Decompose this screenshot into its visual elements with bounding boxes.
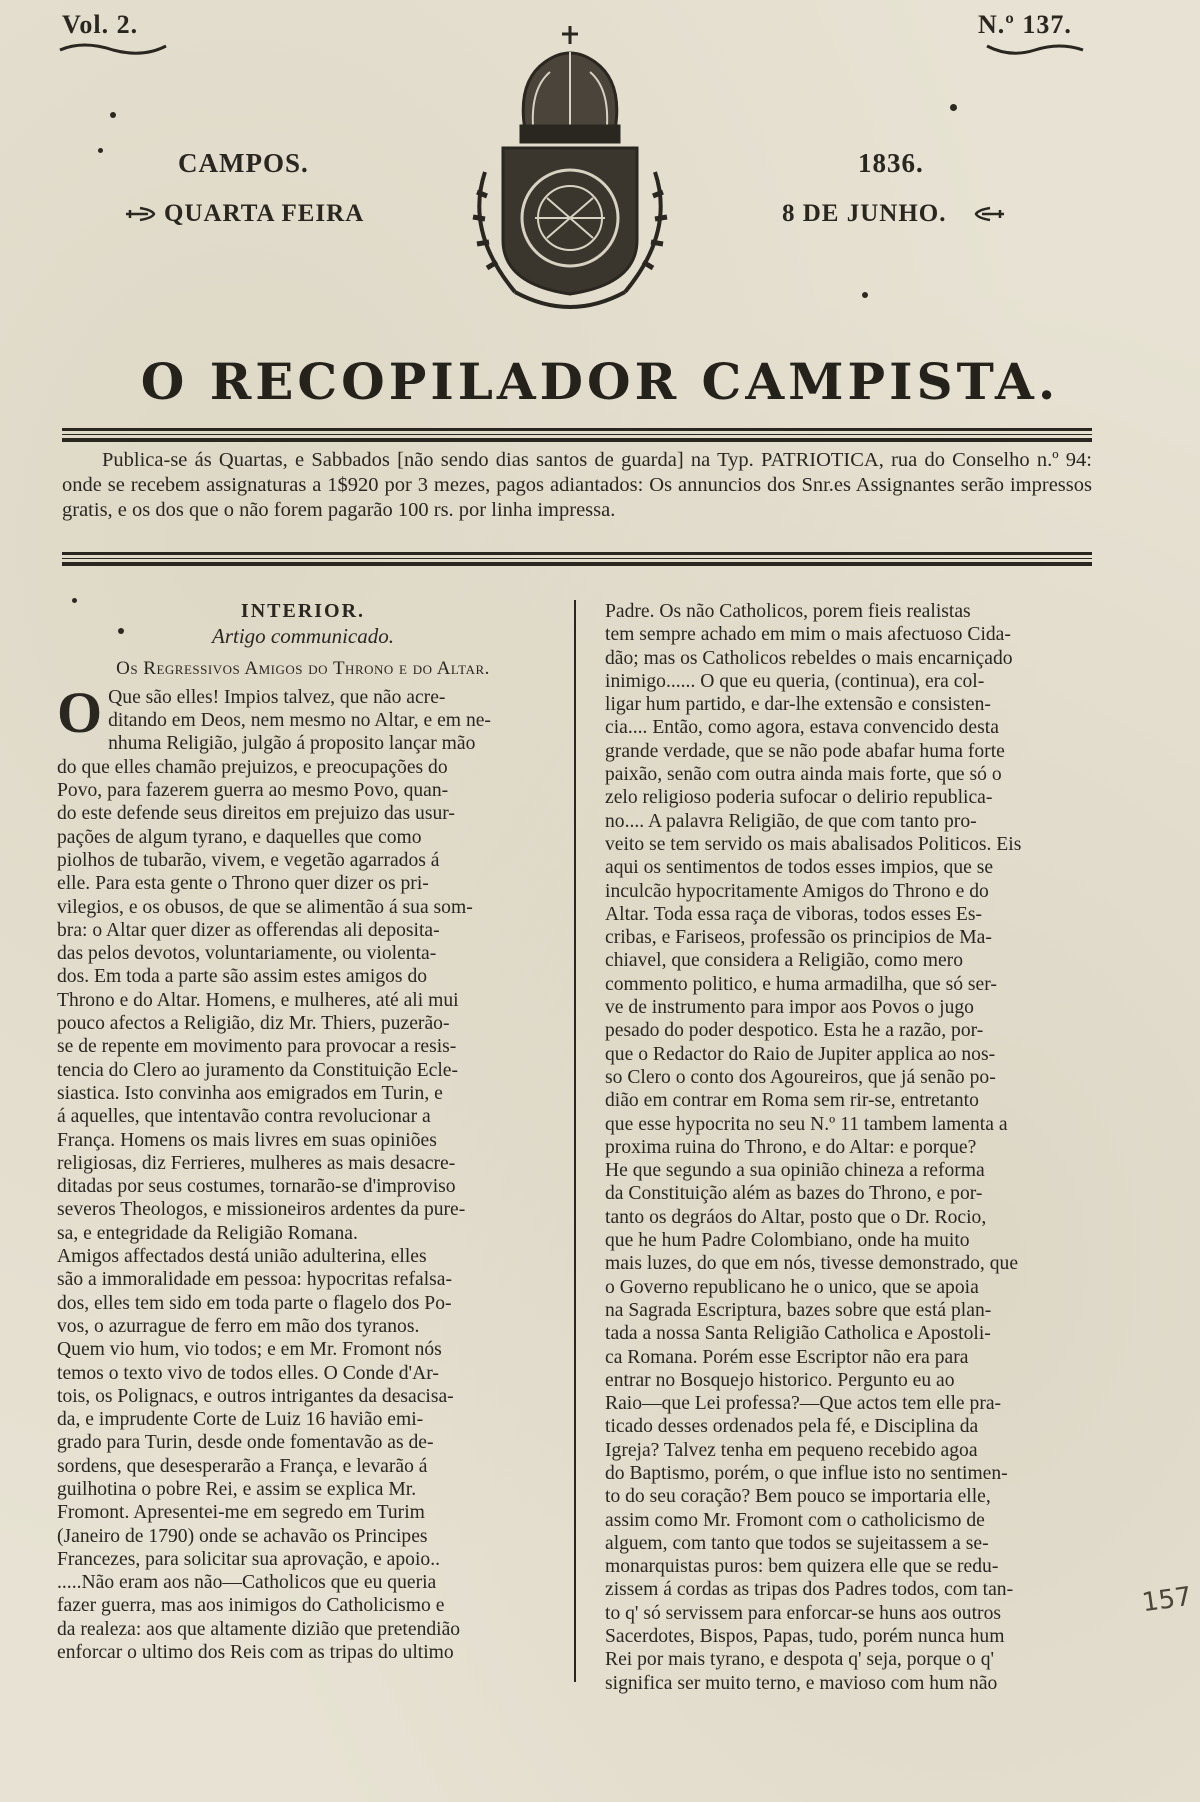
text-line: Fromont. Apresentei-me em segredo em Turim <box>57 1502 425 1524</box>
text-line: ve de instrumento para impor aos Povos o jugo <box>605 997 974 1019</box>
text-line: Que são elles! Impios talvez, que não acre- <box>108 686 446 708</box>
text-line: que o Redactor do Raio de Jupiter applica ao nos- <box>605 1043 996 1065</box>
text-line: Altar. Toda essa raça de viboras, todos esses Es- <box>605 903 982 925</box>
text-line: tada a nossa Santa Religião Catholica e Apostoli- <box>605 1323 991 1345</box>
text-line: bra: o Altar quer dizer as offerendas ali deposita- <box>57 919 440 941</box>
newspaper-title: O RECOPILADOR CAMPISTA. <box>140 352 1060 411</box>
text-line: pouco afectos a Religião, diz Mr. Thiers, puzerão- <box>57 1013 450 1035</box>
text-line: Rei por mais tyrano, e despota q' seja, porque o q' <box>605 1649 995 1671</box>
ink-speck <box>72 598 77 603</box>
text-line: inimigo...... O que eu queria, (continua), era col- <box>605 670 985 692</box>
text-line: Povo, para fazerem guerra ao mesmo Povo, quan- <box>57 780 449 802</box>
text-line: Francezes, para solicitar sua aprovação, e apoio.. <box>57 1548 440 1570</box>
text-line: do este defende seus direitos em prejuizo das usur- <box>57 803 455 825</box>
text-line: no.... A palavra Religião, de que com tanto pro- <box>605 810 977 832</box>
text-line: á aquelles, que intentavão contra revolucionar a <box>57 1106 431 1128</box>
text-line: dão; mas os Catholicos rebeldes o mais encarniçado <box>605 647 1013 669</box>
text-line: monarquistas puros: bem quizera elle que se redu- <box>605 1556 999 1578</box>
text-line: dos, elles tem sido em toda parte o flagelo dos Po- <box>57 1292 452 1314</box>
subscription-notice: Publica-se ás Quartas, e Sabbados [não sendo dias santos de guarda] na Typ. PATRIOTICA, rua do Conselho n.º 94: onde se recebem assignaturas a 1$920 por 3 mezes, pagos adiantados: Os annuncios dos Snr.es Assignantes serão impressos gratis, e os dos que o não forem pagarão 100 rs. por linha impressa. <box>62 449 1092 521</box>
drop-cap: O <box>57 679 103 745</box>
text-line: fazer guerra, mas aos inimigos do Catholicismo e <box>57 1595 445 1617</box>
date-label: 8 DE JUNHO. <box>782 200 947 227</box>
text-line: ligar hum partido, e dar-lhe extensão e consisten- <box>605 694 991 716</box>
text-line: ditadas por seus costumes, tornarão-se d'improviso <box>57 1176 456 1198</box>
text-line: grande verdade, que se não pode abafar huma forte <box>605 740 1005 762</box>
year-label: 1836. <box>858 148 924 178</box>
text-line: o Governo republicano he o unico, que se apoia <box>605 1276 979 1298</box>
text-line: dião em contrar em Roma sem rir-se, entretanto <box>605 1090 979 1112</box>
text-line: da realeza: aos que altamente dizião que pretendião <box>57 1618 461 1640</box>
text-line: do que elles chamão prejuizos, e preocupações do <box>57 756 448 778</box>
article-kicker: Artigo communicado. <box>212 624 394 649</box>
rule-divider <box>62 434 1092 435</box>
article-column-left <box>57 600 549 1664</box>
text-line: nhuma Religião, julgão á proposito lançar mão <box>108 733 476 755</box>
text-line: ditando em Deos, nem mesmo no Altar, e em ne- <box>108 710 491 732</box>
text-line: siastica. Isto convinha aos emigrados em Turin, e <box>57 1082 443 1104</box>
place-label: CAMPOS. <box>178 148 309 178</box>
ink-speck <box>950 104 957 111</box>
text-line: vos, o azurrague de ferro em mão dos tyranos. <box>57 1315 420 1337</box>
rule-divider <box>62 438 1092 442</box>
text-line: .....Não eram aos não—Catholicos que eu queria <box>57 1572 437 1594</box>
text-line: Throno e do Altar. Homens, e mulheres, até ali mui <box>57 989 459 1011</box>
text-line: chiavel, que considera a Religião, como mero <box>605 950 963 972</box>
text-line: zissem á cordas as tripas dos Padres todos, com tan- <box>605 1579 1014 1601</box>
weekday-label: QUARTA FEIRA <box>164 200 365 227</box>
text-line: ticado desses ordenados pela fé, e Disciplina da <box>605 1416 979 1438</box>
text-line: pesado do poder despotico. Esta he a razão, por- <box>605 1020 984 1042</box>
text-line: ca Romana. Porém esse Escriptor não era para <box>605 1346 969 1368</box>
text-line: pações de algum tyrano, e daquelles que como <box>57 826 422 848</box>
text-line: Sacerdotes, Bispos, Papas, tudo, porém nunca hum <box>605 1626 1005 1648</box>
swash-ornament-right <box>985 42 1085 56</box>
rule-divider <box>62 428 1092 431</box>
text-line: Padre. Os não Catholicos, porem fieis realistas <box>605 601 971 622</box>
section-heading: INTERIOR. <box>240 600 366 622</box>
text-line: são a immoralidade em pessoa: hypocritas refalsa- <box>57 1269 452 1291</box>
text-line: tois, os Polignacs, e outros intrigantes da desacisa- <box>57 1385 454 1407</box>
text-line: entrar no Bosquejo historico. Pergunto eu ao <box>605 1369 955 1391</box>
text-line: piolhos de tubarão, vivem, e vegetão agarrados á <box>57 849 440 871</box>
article-column-right <box>605 600 1097 1695</box>
text-line: religiosas, diz Ferrieres, mulheres as mais desacre- <box>57 1152 456 1174</box>
rule-divider <box>62 552 1092 555</box>
text-line: Raio—que Lei professa?—Que actos tem elle pra- <box>605 1393 1002 1415</box>
text-line: temos o texto vivo de todos elles. O Conde d'Ar- <box>57 1362 439 1384</box>
text-line: Quem vio hum, vio todos; e em Mr. Fromont nós <box>57 1339 442 1361</box>
rule-divider <box>62 562 1092 566</box>
text-line: zelo religioso poderia sufocar o delirio republica- <box>605 787 993 809</box>
ink-speck <box>98 148 103 153</box>
left-column-text <box>57 679 549 1664</box>
text-line: que esse hypocrita no seu N.º 11 tambem lamenta a <box>605 1113 1008 1135</box>
text-line: assim como Mr. Fromont com o catholicismo de <box>605 1509 985 1531</box>
text-line: vilegios, e os obusos, de que se alimentão á sua som- <box>57 896 473 918</box>
text-line: aqui os sentimentos de todos esses impios, que se <box>605 857 994 879</box>
text-line: alguem, com tanto que todos se sujeitassem a se- <box>605 1532 989 1554</box>
ink-speck <box>862 292 868 298</box>
ink-speck <box>110 112 116 118</box>
text-line: tencia do Clero ao juramento da Constituição Ecle- <box>57 1059 458 1081</box>
text-line: que he hum Padre Colombiano, onde ha muito <box>605 1230 970 1252</box>
text-line: da Constituição além as bazes do Throno, e por- <box>605 1183 983 1205</box>
text-line: guilhotina o pobre Rei, e assim se explica Mr. <box>57 1478 417 1500</box>
right-column-text <box>605 600 1097 1695</box>
text-line: se de repente em movimento para provocar a resis- <box>57 1036 457 1058</box>
text-line: cribas, e Fariseos, professão os principios de Ma- <box>605 927 992 949</box>
imperial-brazil-coat-of-arms-icon <box>455 22 685 322</box>
text-line: da, e imprudente Corte de Luiz 16 havião emi- <box>57 1409 424 1431</box>
text-line: paixão, senão com outra ainda mais forte, que só o <box>605 764 1002 786</box>
volume-label: Vol. 2. <box>62 10 139 39</box>
text-line: dos. Em toda a parte são assim estes amigos do <box>57 966 428 988</box>
issue-number: N.º 137. <box>978 10 1072 39</box>
column-divider <box>574 600 576 1682</box>
text-line: das pelos devotos, voluntariamente, ou violenta- <box>57 943 437 965</box>
text-line: mais luzes, do que em nós, tivesse demonstrado, que <box>605 1253 1019 1275</box>
rule-divider <box>62 558 1092 559</box>
text-line: significa ser muito terno, e mavioso com hum não <box>605 1672 998 1694</box>
text-line: so Clero o conto dos Agoureiros, que já senão po- <box>605 1066 996 1088</box>
manicule-icon <box>972 204 1006 224</box>
text-line: proxima ruina do Throno, e do Altar: e porque? <box>605 1136 977 1158</box>
text-line: tem sempre achado em mim o mais afectuoso Cida- <box>605 624 1011 646</box>
swash-ornament-left <box>58 42 168 56</box>
text-line: do Baptismo, porém, o que influe isto no sentimen- <box>605 1462 1008 1484</box>
text-line: Amigos affectados destá união adulterina, elles <box>57 1246 427 1268</box>
text-line: He que segundo a sua opinião chineza a reforma <box>605 1160 985 1182</box>
text-line: inculcão hypocritamente Amigos do Throno e do <box>605 880 989 902</box>
text-line: na Sagrada Escriptura, bazes sobre que está plan- <box>605 1299 992 1321</box>
text-line: severos Theologos, e missioneiros ardentes da pure- <box>57 1199 466 1221</box>
ink-speck <box>118 628 124 634</box>
text-line: to do seu coração? Bem pouco se importaria elle, <box>605 1486 991 1508</box>
text-line: enforcar o ultimo dos Reis com as tripas do ultimo <box>57 1642 454 1664</box>
text-line: sordens, que desesperarão a França, e levarão á <box>57 1455 428 1477</box>
handwritten-page-number: 157 <box>1140 1581 1194 1619</box>
text-line: to q' só servissem para enforcar-se huns aos outros <box>605 1602 1001 1624</box>
text-line: commento politico, e huma armadilha, que só ser- <box>605 973 997 995</box>
text-line: França. Homens os mais livres em suas opiniões <box>57 1129 437 1151</box>
text-line: elle. Para esta gente o Throno quer dizer os pri- <box>57 873 429 895</box>
text-line: sa, e entegridade da Religião Romana. <box>57 1222 358 1244</box>
text-line: Igreja? Talvez tenha em pequeno recebido agoa <box>605 1439 978 1461</box>
manicule-icon <box>124 204 158 224</box>
text-line: grado para Turin, desde onde fomentavão as de- <box>57 1432 434 1454</box>
article-title: Os Regressivos Amigos do Throno e do Altar. <box>116 657 490 679</box>
text-line: veito se tem servido os mais abalisados Politicos. Eis <box>605 833 1022 855</box>
text-line: cia.... Então, como agora, estava convencido desta <box>605 717 999 739</box>
text-line: tanto os degráos do Altar, posto que o Dr. Rocio, <box>605 1206 987 1228</box>
text-line: (Janeiro de 1790) onde se achavão os Principes <box>57 1525 428 1547</box>
